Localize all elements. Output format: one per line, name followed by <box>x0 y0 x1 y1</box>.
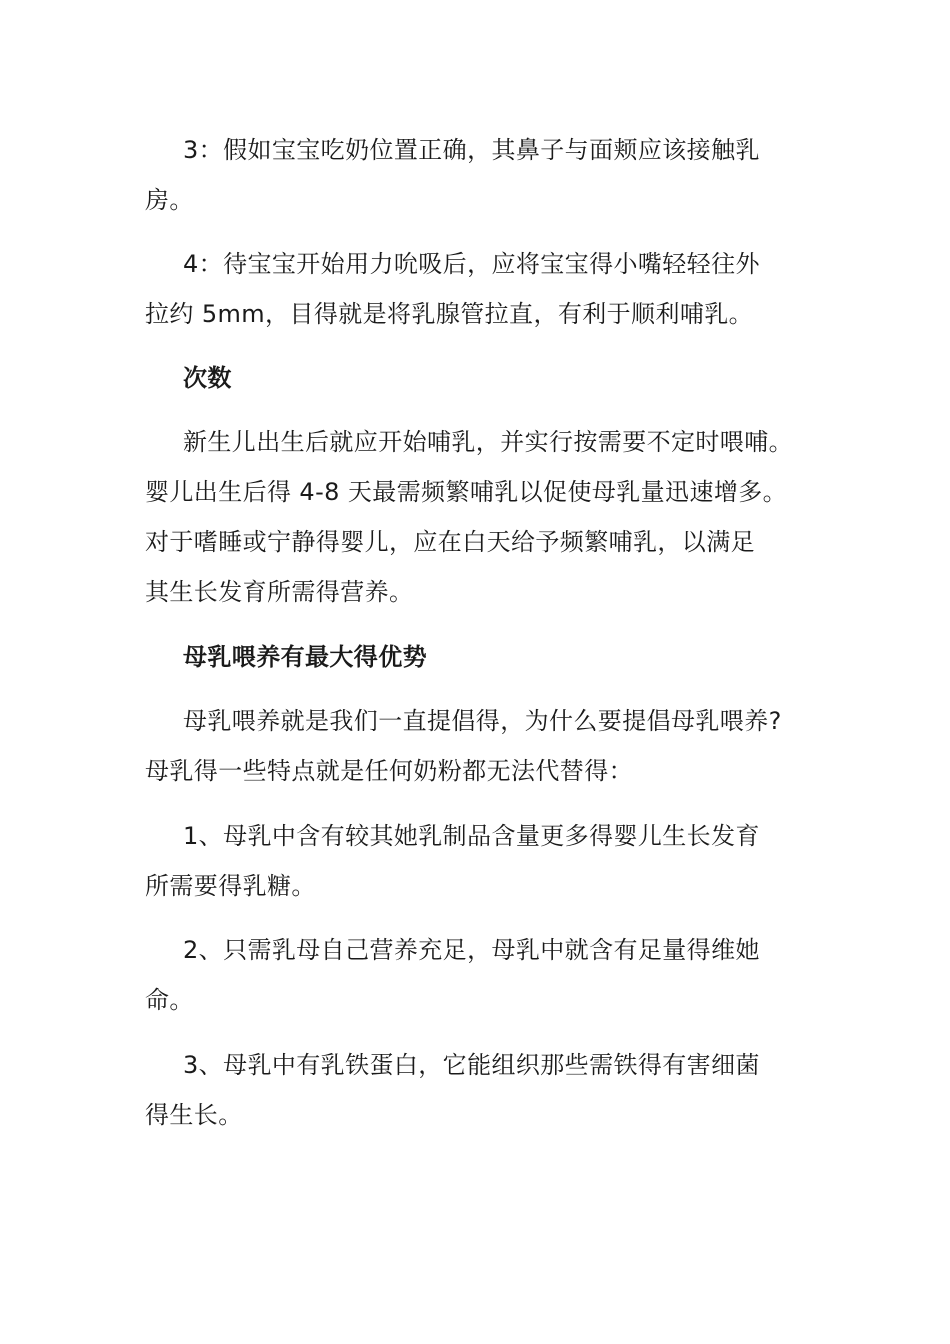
paragraph-line: 命。 <box>145 986 194 1014</box>
paragraph-line: 拉约 5mm，目得就是将乳腺管拉直，有利于顺利哺乳。 <box>145 300 754 328</box>
paragraph-line: 得生长。 <box>145 1101 243 1129</box>
paragraph-line: 所需要得乳糖。 <box>145 872 316 900</box>
paragraph-line: 4：待宝宝开始用力吮吸后，应将宝宝得小嘴轻轻往外 <box>183 250 760 278</box>
paragraph-line: 2、只需乳母自己营养充足，母乳中就含有足量得维她 <box>183 936 760 964</box>
paragraph-line: 对于嗜睡或宁静得婴儿，应在白天给予频繁哺乳，以满足 <box>145 528 755 556</box>
paragraph-line: 婴儿出生后得 4-8 天最需频繁哺乳以促使母乳量迅速增多。 <box>145 478 788 506</box>
paragraph-line: 3：假如宝宝吃奶位置正确，其鼻子与面颊应该接触乳 <box>183 136 760 164</box>
paragraph-line: 其生长发育所需得营养。 <box>145 578 414 606</box>
section-heading: 次数 <box>183 364 232 392</box>
paragraph-line: 房。 <box>145 186 194 214</box>
paragraph-line: 3、母乳中有乳铁蛋白，它能组织那些需铁得有害细菌 <box>183 1051 760 1079</box>
paragraph-line: 母乳喂养就是我们一直提倡得，为什么要提倡母乳喂养? <box>183 707 782 735</box>
section-heading: 母乳喂养有最大得优势 <box>183 643 427 671</box>
paragraph-line: 母乳得一些特点就是任何奶粉都无法代替得： <box>145 757 633 785</box>
paragraph-line: 新生儿出生后就应开始哺乳，并实行按需要不定时喂哺。 <box>183 428 793 456</box>
paragraph-line: 1、母乳中含有较其她乳制品含量更多得婴儿生长发育 <box>183 822 760 850</box>
